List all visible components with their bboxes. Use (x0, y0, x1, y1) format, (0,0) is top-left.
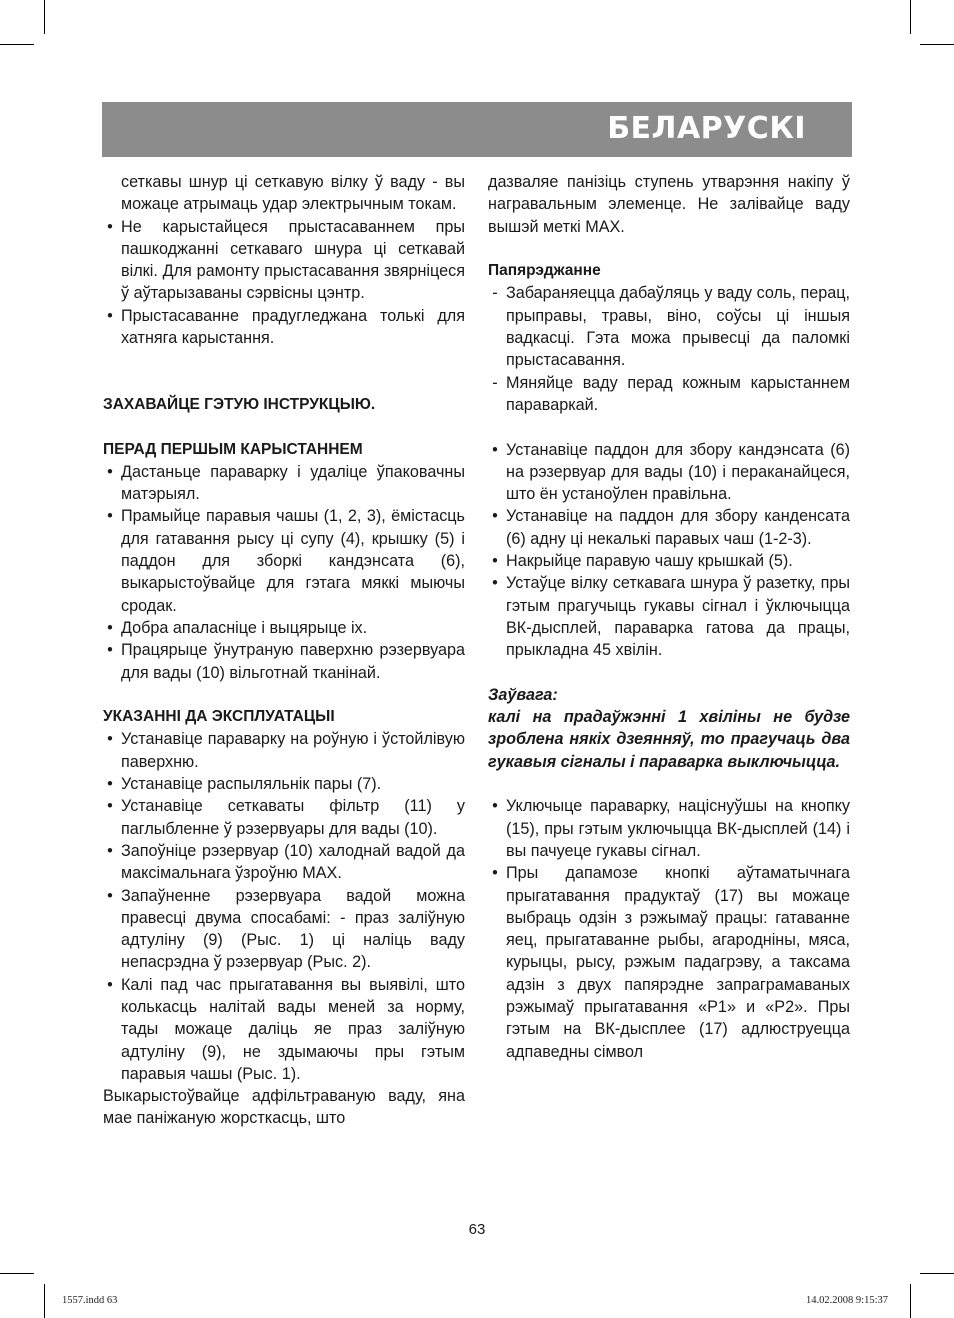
list-item (488, 572, 850, 661)
list-item (103, 728, 465, 773)
list-item (488, 282, 850, 371)
bullet-mark: • (107, 306, 113, 325)
list-item-text: Прыстасаванне прадугледжана толькі для хатняга карыстання. (121, 306, 465, 348)
list-item-text: Прамыйце паравыя чашы (1, 2, 3), ёмістасць для гатавання рысу ці супу (4), крышку (5) і паддон для зборкі кандэнсата (6), выкарыстоўвайце для гэтага мяккі мыючы сродак. (121, 507, 465, 615)
bullet-mark: • (492, 797, 498, 816)
list-item (103, 885, 465, 974)
list-item (103, 773, 465, 795)
list-item-text: Добра апаласніце і выцярыце іх. (121, 618, 368, 637)
crop-mark (910, 0, 911, 34)
list-item-text: Устанавіце паддон для збору кандэнсата (6) на рэзервуар для вады (10) і пераканайцеся, што ён устаноўлен правільна. (506, 440, 850, 504)
list-item (488, 550, 850, 572)
list-item-text: Запоўніце рэзервуар (10) халоднай вадой да максімальнага ўзроўню MAX. (121, 841, 465, 883)
list-item-text: Забараняецца дабаўляць у ваду соль, перац, прыправы, травы, віно, соўсы ці іншыя вадкасці. Гэта можа прывесці да паломкі прыстасавання. (506, 284, 850, 370)
paragraph: дазваляе панізіць ступень утварэння накіпу ў награвальным элеменце. Не залівайце ваду вышэй меткі MAX. (488, 173, 850, 236)
bullet-mark: • (107, 641, 113, 660)
language-header-band (102, 102, 852, 157)
bullet-mark: • (107, 975, 113, 994)
list-item-text: Запаўненне рэзервуара вадой можна правесці двума спосабамі: - праз заліўную адтуліну (9) (Рыс. 1) ці наліць ваду непасрэдна ў рэзервуар (Рыс. 2). (121, 886, 465, 972)
print-slug-file: 1557.indd 63 (62, 1295, 118, 1306)
list-item-text: Дастаньце параварку і удаліце ўпаковачны матэрыял. (121, 462, 465, 504)
list-item (103, 639, 465, 684)
bullet-mark: • (107, 841, 113, 860)
list-item-text: Устаўце вілку сеткавага шнура ў разетку, пры гэтым прагучыць гукавы сігнал і ўключыцца ВК-дысплей, параварка гатова да працы, прыкладна 45 хвілін. (506, 574, 850, 660)
note-text: калі на прадаўжэнні 1 хвіліны не будзе зроблена някіх дзеянняў, то прагучаць два гукавыя сігналы і параварка выключыцца. (488, 708, 850, 771)
list-item (103, 461, 465, 506)
list-item-text: Устанавіце распыляльнік пары (7). (121, 775, 382, 794)
list-item-text: Працярыце ўнутраную паверхню рэзервуара для вады (10) вільготнай тканінай. (121, 641, 465, 682)
list-item (488, 862, 850, 1063)
dash-mark: - (492, 284, 498, 303)
list-item (103, 505, 465, 616)
bullet-mark: • (107, 886, 113, 905)
bullet-mark: • (107, 618, 113, 637)
list-item-text: Не карыстайцеся прыстасаваннем пры пашкоджанні сеткаваго шнура ці сеткавай вілкі. Для рамонту прыстасавання звярніцеся ў аўтарызаваны сэрвісны цэнтр. (121, 217, 465, 303)
bullet-mark: • (107, 775, 113, 794)
bullet-mark: • (107, 507, 113, 526)
language-title: БЕЛАРУСКІ (607, 111, 806, 146)
bullet-mark: • (107, 217, 113, 236)
right-column (488, 171, 850, 1063)
list-item (103, 840, 465, 885)
section-heading-usage: УКАЗАННІ ДА ЭКСПЛУАТАЦЫІ (103, 708, 335, 726)
crop-mark (910, 1284, 911, 1318)
list-item (103, 974, 465, 1085)
list-item (488, 372, 850, 417)
bullet-mark: • (492, 552, 498, 571)
paragraph: Выкарыстоўвайце адфільтраваную ваду, яна мае паніжаную жорсткасць, што (103, 1087, 465, 1128)
print-slug-date: 14.02.2008 9:15:37 (806, 1295, 888, 1306)
bullet-mark: • (492, 440, 498, 459)
list-item-text: Уключыце параварку, націснуўшы на кнопку (15), пры гэтым уключыцца ВК-дысплей (14) і вы пачуеце гукавы сігнал. (506, 797, 850, 860)
list-item (488, 505, 850, 550)
bullet-mark: • (107, 462, 113, 481)
section-heading-keep-instructions: ЗАХАВАЙЦЕ ГЭТУЮ ІНСТРУКЦЫЮ. (103, 395, 376, 413)
list-item (103, 617, 465, 639)
list-item (488, 795, 850, 862)
list-item (103, 795, 465, 840)
crop-mark (920, 44, 954, 45)
crop-mark (44, 0, 45, 34)
crop-mark (0, 44, 34, 45)
section-heading-before-first-use: ПЕРАД ПЕРШЫМ КАРЫСТАННЕМ (103, 440, 363, 458)
bullet-mark: • (107, 797, 113, 816)
section-heading-warning: Папярэджанне (488, 262, 601, 280)
list-item-text: Устанавіце на паддон для збору канденсата (6) адну ці некалькі паравых чаш (1-2-3). (506, 507, 850, 548)
list-item-text: Накрыйце паравую чашу крышкай (5). (506, 552, 793, 571)
paragraph-continuation: сеткавы шнур ці сеткавую вілку ў ваду - вы можаце атрымаць удар электрычным токам. (121, 173, 465, 214)
list-item-text: Мяняйце ваду перад кожным карыстаннем параваркай. (506, 373, 850, 414)
list-item (103, 305, 465, 350)
bullet-mark: • (492, 574, 498, 593)
bullet-mark: • (492, 864, 498, 883)
list-item (488, 439, 850, 506)
crop-mark (920, 1273, 954, 1274)
list-item-text: Калі пад час прыгатавання вы выявілі, што колькасць налітай вады меней за норму, тады можаце даліць яе праз заліўную адтуліну (9), не здымаючы пры гэтым паравыя чашы (Рыс. 1). (121, 975, 465, 1083)
note-heading: Заўвага: (488, 685, 558, 704)
left-column (103, 171, 465, 1130)
list-item-text: Устанавіце сеткаваты фільтр (11) у паглыбленне ў рэзервуары для вады (10). (121, 797, 465, 838)
list-item-text: Устанавіце параварку на роўную і ўстойлівую паверхню. (121, 730, 465, 771)
bullet-mark: • (107, 730, 113, 749)
crop-mark (0, 1273, 34, 1274)
page-number: 63 (468, 1221, 486, 1238)
bullet-mark: • (492, 507, 498, 526)
list-item-text: Пры дапамозе кнопкі аўтаматычнага прыгатавання прадуктаў (17) вы можаце выбраць одзін з рэжымаў працы: гатаванне яец, прыгатаванне рыбы, агародніны, мяса, курыцы, рысу, рэжым падагрэву, а таксама адзін з двух папярэдне запраграмаваных рэжымаў прыгатавання «P1» и «P2». Пры гэтым на ВК-дысплее (17) адлюструецца адпаведны сімвол (506, 864, 850, 1061)
crop-mark (44, 1284, 45, 1318)
list-item (103, 216, 465, 305)
dash-mark: - (492, 373, 498, 392)
